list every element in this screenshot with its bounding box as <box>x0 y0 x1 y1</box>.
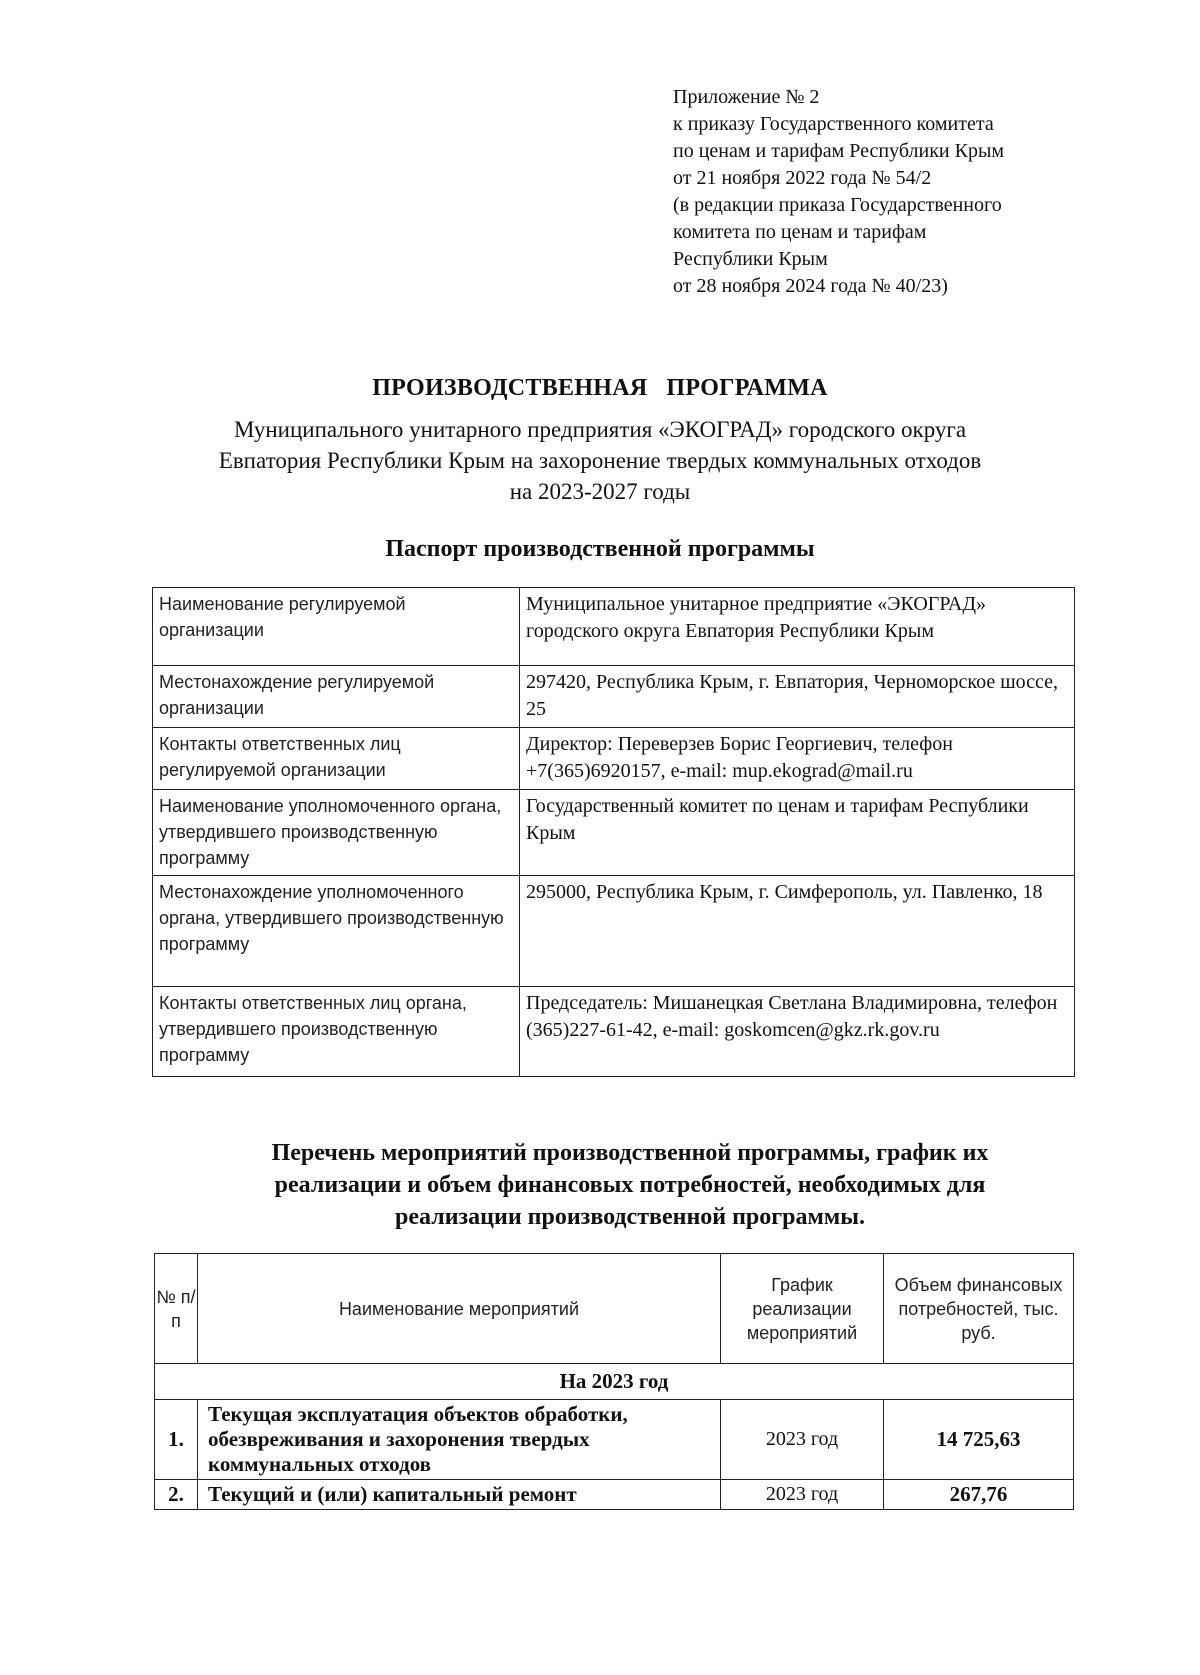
table-row <box>155 1400 1074 1480</box>
document-title: ПРОИЗВОДСТВЕННАЯ ПРОГРАММА <box>372 375 828 401</box>
appendix-line: к приказу Государственного комитета <box>673 113 994 135</box>
measures-heading-line: реализации и объем финансовых потребностей, необходимых для <box>274 1172 986 1198</box>
passport-value: Председатель: Мишанецкая Светлана Владимировна, телефон (365)227-61-42, e-mail: goskomcen@gkz.rk.gov.ru <box>520 987 1075 1077</box>
passport-key: Наименование регулируемой организации <box>153 588 520 666</box>
row-amount: 267,76 <box>884 1480 1074 1510</box>
measures-heading-line: Перечень мероприятий производственной программы, график их <box>271 1140 989 1166</box>
subtitle-line: Евпатория Республики Крым на захоронение твердых коммунальных отходов <box>218 448 982 473</box>
passport-value: 295000, Республика Крым, г. Симферополь, ул. Павленко, 18 <box>520 876 1075 987</box>
passport-row <box>153 666 1075 728</box>
header-name: Наименование мероприятий <box>198 1254 721 1364</box>
header-schedule: График реализации мероприятий <box>721 1254 884 1364</box>
table-row <box>155 1480 1074 1510</box>
year-row <box>155 1364 1074 1400</box>
row-num: 1. <box>155 1400 198 1480</box>
row-name: Текущая эксплуатация объектов обработки, обезвреживания и захоронения твердых коммунальных отходов <box>198 1400 721 1480</box>
passport-value: Муниципальное унитарное предприятие «ЭКОГРАД» городского округа Евпатория Республики Крым <box>520 588 1075 666</box>
row-schedule: 2023 год <box>721 1480 884 1510</box>
measures-heading <box>200 1137 1060 1233</box>
passport-heading: Паспорт производственной программы <box>385 536 815 562</box>
measures-heading-line: реализации производственной программы. <box>395 1204 865 1230</box>
appendix-note <box>673 84 1093 300</box>
appendix-line: (в редакции приказа Государственного <box>673 194 1002 216</box>
passport-row <box>153 987 1075 1077</box>
row-amount: 14 725,63 <box>884 1400 1074 1480</box>
row-num: 2. <box>155 1480 198 1510</box>
appendix-line: от 21 ноября 2022 года № 54/2 <box>673 167 932 189</box>
appendix-line: комитета по ценам и тарифам <box>673 221 927 243</box>
passport-key: Контакты ответственных лиц органа, утвердившего производственную программу <box>153 987 520 1077</box>
year-label: На 2023 год <box>155 1364 1074 1400</box>
appendix-line: Приложение № 2 <box>673 86 820 108</box>
passport-value: Государственный комитет по ценам и тарифам Республики Крым <box>520 790 1075 876</box>
passport-key: Местонахождение регулируемой организации <box>153 666 520 728</box>
passport-key: Местонахождение уполномоченного органа, утвердившего производственную программу <box>153 876 520 987</box>
passport-row <box>153 588 1075 666</box>
header-amount: Объем финансовых потребностей, тыс. руб. <box>884 1254 1074 1364</box>
row-schedule: 2023 год <box>721 1400 884 1480</box>
appendix-line: от 28 ноября 2024 года № 40/23) <box>673 275 948 297</box>
subtitle-line: на 2023-2027 годы <box>509 479 691 504</box>
passport-table <box>152 587 1075 1077</box>
appendix-line: по ценам и тарифам Республики Крым <box>673 140 1005 162</box>
passport-key: Наименование уполномоченного органа, утвердившего производственную программу <box>153 790 520 876</box>
passport-row <box>153 790 1075 876</box>
passport-value: 297420, Республика Крым, г. Евпатория, Черноморское шоссе, 25 <box>520 666 1075 728</box>
passport-value: Директор: Переверзев Борис Георгиевич, телефон +7(365)6920157, e-mail: mup.ekograd@mail.ru <box>520 728 1075 790</box>
subtitle-line: Муниципального унитарного предприятия «ЭКОГРАД» городского округа <box>233 417 967 442</box>
header-num: № п/п <box>155 1254 198 1364</box>
passport-row <box>153 728 1075 790</box>
row-name: Текущий и (или) капитальный ремонт <box>198 1480 721 1510</box>
passport-row <box>153 876 1075 987</box>
measures-header-row <box>155 1254 1074 1364</box>
document-subtitle <box>150 414 1050 507</box>
measures-table <box>154 1253 1074 1510</box>
appendix-line: Республики Крым <box>673 248 828 270</box>
passport-key: Контакты ответственных лиц регулируемой организации <box>153 728 520 790</box>
